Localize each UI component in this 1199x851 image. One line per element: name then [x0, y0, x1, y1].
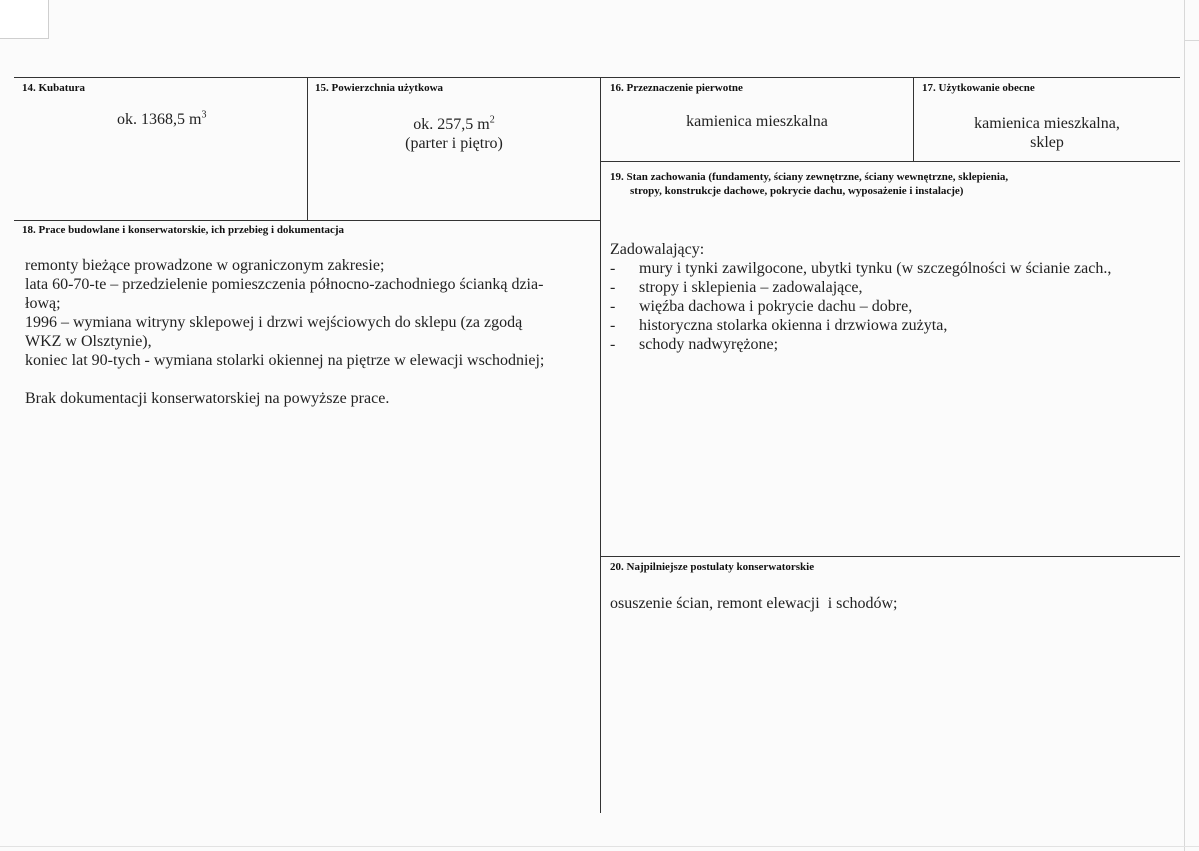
prace-line: remonty bieżące prowadzone w ograniczonym zakresie;	[25, 257, 385, 274]
kubatura-header: 14. Kubatura	[22, 82, 85, 94]
prace-body	[25, 256, 599, 408]
postulaty-header: 20. Najpilniejsze postulaty konserwatorskie	[610, 561, 815, 573]
uzytkowanie-header: 17. Użytkowanie obecne	[922, 82, 1035, 94]
prace-line: łową;	[25, 295, 61, 312]
uzytkowanie-value-line1: kamienica mieszkalna,	[974, 115, 1120, 132]
prace-line: lata 60-70-te – przedzielenie pomieszczenia północno-zachodniego ścianką dzia-	[25, 276, 544, 293]
kubatura-value-text: ok. 1368,5 m	[117, 111, 202, 128]
powierzchnia-value	[308, 115, 600, 153]
stan-list-item	[610, 316, 1180, 335]
stan-item-text: więźba dachowa i pokrycie dachu – dobre,	[639, 298, 913, 315]
przeznaczenie-value: kamienica mieszkalna	[686, 113, 828, 130]
prace-note: Brak dokumentacji konserwatorskiej na powyższe prace.	[25, 390, 390, 407]
stan-list-item	[610, 335, 1180, 354]
rule-16-17-bottom	[600, 161, 1180, 162]
stan-item-text: stropy i sklepienia – zadowalające,	[639, 279, 863, 296]
prace-line: WKZ w Olsztynie),	[25, 333, 152, 350]
rule-14-15-bottom	[14, 220, 600, 221]
list-dash: -	[610, 298, 616, 315]
powierzchnia-value-line	[308, 115, 600, 134]
stan-item-text: mury i tynki zawilgocone, ubytki tynku (w szczególności w ścianie zach.,	[639, 260, 1112, 277]
list-dash: -	[610, 260, 616, 277]
stan-list	[610, 259, 1180, 354]
powierzchnia-value-note: (parter i piętro)	[405, 135, 503, 152]
list-dash: -	[610, 336, 616, 353]
top-rule	[14, 77, 1180, 78]
kubatura-value	[117, 110, 206, 129]
scan-edge-bottom	[0, 846, 1199, 847]
uzytkowanie-value-line2: sklep	[1030, 134, 1064, 151]
scan-edge-right	[1184, 0, 1185, 851]
stan-header-line1: 19. Stan zachowania (fundamenty, ściany zewnętrzne, ściany wewnętrzne, sklepienia,	[610, 171, 1009, 183]
przeznaczenie-header: 16. Przeznaczenie pierwotne	[610, 82, 743, 94]
scan-edge-top	[1184, 40, 1199, 41]
powierzchnia-value-exponent: 2	[489, 114, 495, 126]
stan-list-item	[610, 259, 1180, 278]
stan-header	[610, 170, 1008, 198]
divider-main	[600, 77, 601, 813]
scan-corner-mark	[0, 0, 49, 39]
stan-summary: Zadowalający:	[610, 241, 705, 258]
rule-19-20-divider	[600, 556, 1180, 557]
kubatura-value-exponent: 3	[201, 109, 207, 121]
powierzchnia-value-text: ok. 257,5 m	[413, 116, 490, 133]
stan-item-text: schody nadwyrężone;	[639, 336, 779, 353]
stan-list-item	[610, 297, 1180, 316]
prace-header: 18. Prace budowlane i konserwatorskie, ich przebieg i dokumentacja	[22, 224, 345, 236]
stan-body	[610, 240, 1180, 354]
stan-item-text: historyczna stolarka okienna i drzwiowa zużyta,	[639, 317, 948, 334]
list-dash: -	[610, 279, 616, 296]
stan-list-item	[610, 278, 1180, 297]
postulaty-value: osuszenie ścian, remont elewacji i schodów;	[610, 595, 898, 612]
powierzchnia-header: 15. Powierzchnia użytkowa	[315, 82, 444, 94]
uzytkowanie-value	[914, 114, 1180, 152]
stan-header-line2: stropy, konstrukcje dachowe, pokrycie dachu, wyposażenie i instalacje)	[630, 185, 964, 197]
list-dash: -	[610, 317, 616, 334]
prace-line: 1996 – wymiana witryny sklepowej i drzwi wejściowych do sklepu (za zgodą	[25, 314, 523, 331]
prace-line: koniec lat 90-tych - wymiana stolarki okiennej na piętrze w elewacji wschodniej;	[25, 352, 545, 369]
